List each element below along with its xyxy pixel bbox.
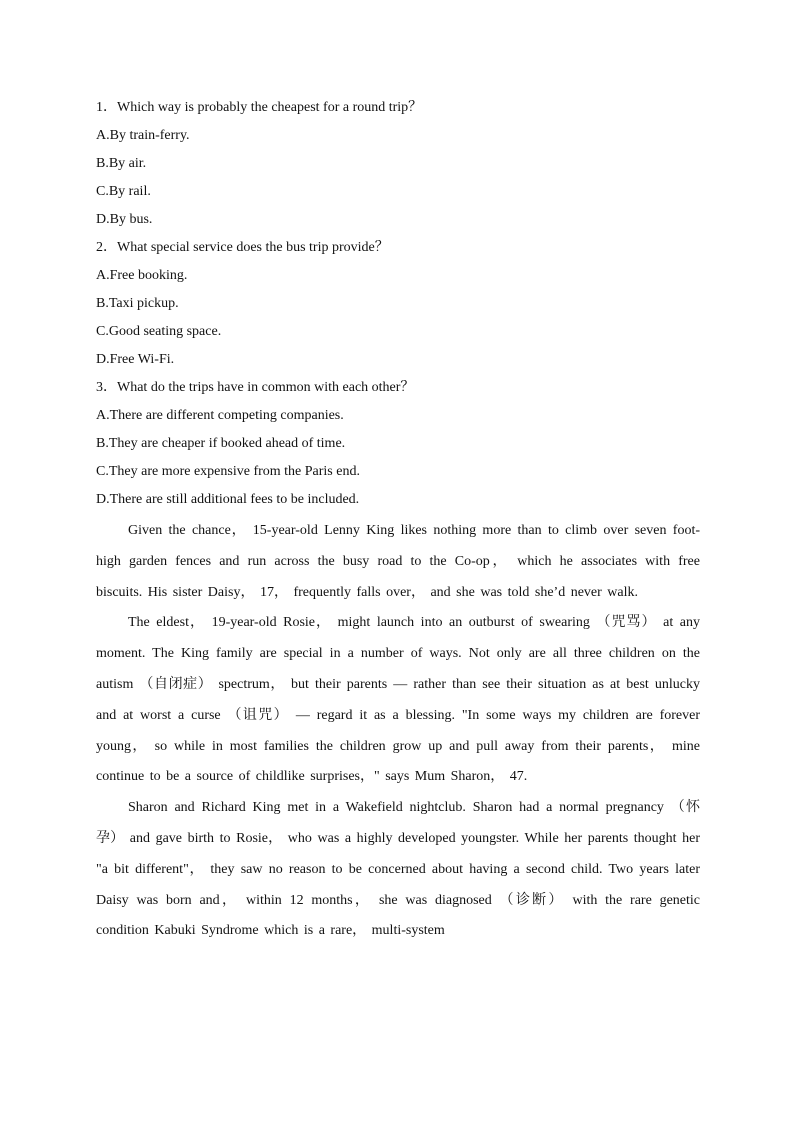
question-list (96, 94, 706, 514)
answer-option: C.They are more expensive from the Paris end. (96, 464, 360, 479)
answer-option: B.Taxi pickup. (96, 296, 179, 311)
answer-option: B.By air. (96, 156, 147, 171)
passage-paragraph: Given the chance， 15-year-old Lenny King likes nothing more than to climb over seven foot-high garden fences and run across the busy road to the Co-op， which he associates with free biscuits. His sister Daisy， 17， frequently falls over， and she was told she’d never walk. (96, 523, 700, 600)
answer-option: D.There are still additional fees to be included. (96, 492, 360, 507)
answer-option: A.Free booking. (96, 268, 188, 283)
question-stem: 1．Which way is probably the cheapest for a round trip？ (96, 100, 423, 115)
answer-option: C.Good seating space. (96, 324, 222, 339)
question-stem: 2．What special service does the bus trip provide？ (96, 240, 389, 255)
answer-option: C.By rail. (96, 184, 151, 199)
reading-passage (96, 516, 700, 947)
answer-option: A.By train-ferry. (96, 128, 190, 143)
passage-paragraph: The eldest， 19-year-old Rosie， might launch into an outburst of swearing （咒骂） at any moment. The King family are special in a number of ways. Not only are all three children on the autism （自闭症） spectrum， but their parents — rather than see their situation as at best unlucky and at worst a curse （诅咒） — regard it as a blessing. "In some ways my children are forever young， so while in most families the children grow up and pull away from their parents， mine continue to be a source of childlike surprises，" says Mum Sharon， 47. (96, 615, 700, 785)
answer-option: B.They are cheaper if booked ahead of time. (96, 436, 346, 451)
passage-paragraph: Sharon and Richard King met in a Wakefield nightclub. Sharon had a normal pregnancy （怀孕） and gave birth to Rosie， who was a highly developed youngster. While her parents thought her "a bit different"， they saw no reason to be concerned about having a second child. Two years later Daisy was born and， within 12 months， she was diagnosed （诊断） with the rare genetic condition Kabuki Syndrome which is a rare， multi-system (96, 800, 700, 939)
answer-option: D.Free Wi-Fi. (96, 352, 175, 367)
answer-option: A.There are different competing companies. (96, 408, 344, 423)
answer-option: D.By bus. (96, 212, 153, 227)
question-stem: 3．What do the trips have in common with each other？ (96, 380, 415, 395)
